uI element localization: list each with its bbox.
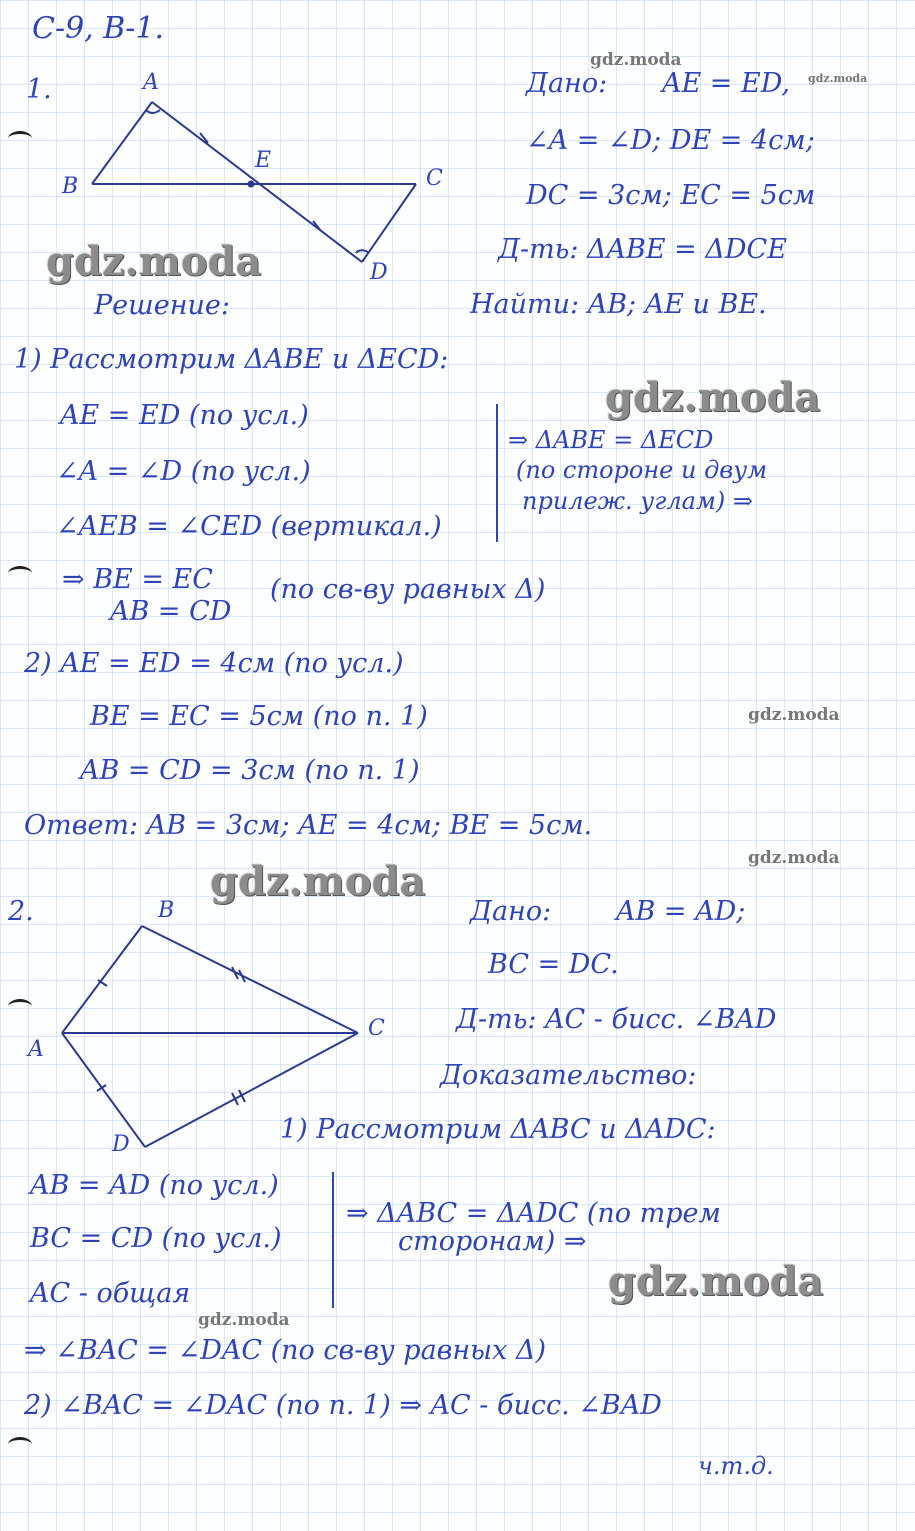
step-heading: 1) Рассмотрим ΔABC и ΔADC: <box>280 1114 716 1145</box>
watermark: gdz.moda <box>748 705 840 725</box>
margin-mark <box>8 566 32 581</box>
step-conclusion: (по стороне и двум <box>516 456 768 484</box>
watermark: gdz.moda <box>608 1258 824 1305</box>
result-line: AB = CD <box>110 596 232 627</box>
point-e <box>248 181 255 188</box>
tick-dc <box>239 1090 245 1102</box>
margin-mark <box>8 1437 32 1452</box>
watermark: gdz.moda <box>46 238 262 285</box>
vertex-label-d: D <box>370 260 388 285</box>
margin-mark <box>8 999 32 1014</box>
proof-label: Доказательство: <box>440 1060 697 1091</box>
result-line: ⇒ ∠BAC = ∠DAC (по св-ву равных Δ) <box>24 1335 547 1366</box>
segment-bc <box>142 926 358 1033</box>
segment-cd <box>362 184 416 262</box>
tick-dc <box>232 1093 238 1105</box>
step-conclusion: сторонам) ⇒ <box>398 1226 587 1257</box>
given-line: AB = AD; <box>616 896 746 927</box>
tick-ae <box>200 133 208 143</box>
step-item: AC - общая <box>30 1278 191 1309</box>
vertex-label-e: E <box>255 148 272 173</box>
tick-bc <box>232 967 238 979</box>
result-line: ⇒ BE = EC <box>62 564 213 595</box>
step-item: 2) ∠BAC = ∠DAC (по п. 1) ⇒ AC - бисс. ∠BAD <box>24 1390 662 1421</box>
qed: ч.т.д. <box>698 1452 774 1480</box>
step-item: ∠AEB = ∠CED (вертикал.) <box>56 511 442 542</box>
step-item: ∠A = ∠D (по усл.) <box>56 456 311 487</box>
vertex-label-a: A <box>143 70 159 95</box>
tick-ab <box>98 980 107 986</box>
solution-label: Решение: <box>94 290 230 321</box>
page-title: С-9, В-1. <box>32 11 165 46</box>
brace-divider <box>496 404 498 542</box>
result-reason: (по св-ву равных Δ) <box>270 574 546 605</box>
watermark: gdz.moda <box>210 858 426 905</box>
angle-mark-d <box>356 250 368 253</box>
segment-ad <box>62 1033 145 1147</box>
answer: Ответ: AB = 3см; AE = 4см; BE = 5см. <box>24 810 593 841</box>
step-item: BC = CD (по усл.) <box>30 1223 282 1254</box>
step-conclusion: ⇒ ΔABC = ΔADC (по трем <box>346 1198 721 1229</box>
segment-ab <box>62 926 142 1033</box>
angle-mark-a <box>146 110 160 113</box>
step-item: AB = AD (по усл.) <box>30 1170 279 1201</box>
given-line: BC = DC. <box>488 949 619 980</box>
segment-ab <box>92 102 152 184</box>
watermark: gdz.moda <box>198 1310 290 1330</box>
step-item: AE = ED (по усл.) <box>60 400 309 431</box>
vertex-label-b: B <box>158 898 175 923</box>
margin-mark <box>8 131 32 146</box>
step-item: BE = EC = 5см (по п. 1) <box>90 701 428 732</box>
watermark: gdz.moda <box>748 848 840 868</box>
watermark: gdz.moda <box>808 72 868 85</box>
brace-divider <box>332 1172 334 1308</box>
watermark: gdz.moda <box>605 374 821 421</box>
vertex-label-c: C <box>368 1016 385 1041</box>
find-statement: Найти: AB; AE и BE. <box>470 289 767 320</box>
problem-number: 1. <box>26 74 52 105</box>
given-line: DC = 3см; EC = 5см <box>526 180 816 211</box>
tick-ad <box>97 1085 106 1091</box>
vertex-label-b: B <box>62 174 79 199</box>
watermark: gdz.moda <box>590 50 682 70</box>
given-label: Дано: <box>470 896 552 927</box>
given-label: Дано: <box>526 68 608 99</box>
step-heading: 1) Рассмотрим ΔABE и ΔECD: <box>14 344 449 375</box>
step-item: AB = CD = 3см (по п. 1) <box>80 755 420 786</box>
tick-bc <box>239 970 245 982</box>
prove-statement: Д-ть: ΔABE = ΔDCE <box>498 234 787 265</box>
problem-number: 2. <box>8 896 34 927</box>
given-line: AE = ED, <box>662 68 790 99</box>
given-line: ∠A = ∠D; DE = 4см; <box>526 125 815 156</box>
step-conclusion: прилеж. углам) ⇒ <box>522 487 753 515</box>
prove-statement: Д-ть: AC - бисс. ∠BAD <box>456 1004 777 1035</box>
tick-ed <box>313 221 321 231</box>
step-conclusion: ⇒ ΔABE = ΔECD <box>508 426 714 454</box>
vertex-label-c: C <box>426 166 443 191</box>
vertex-label-a: A <box>28 1037 44 1062</box>
vertex-label-d: D <box>112 1132 130 1157</box>
step-item: 2) AE = ED = 4см (по усл.) <box>24 648 404 679</box>
